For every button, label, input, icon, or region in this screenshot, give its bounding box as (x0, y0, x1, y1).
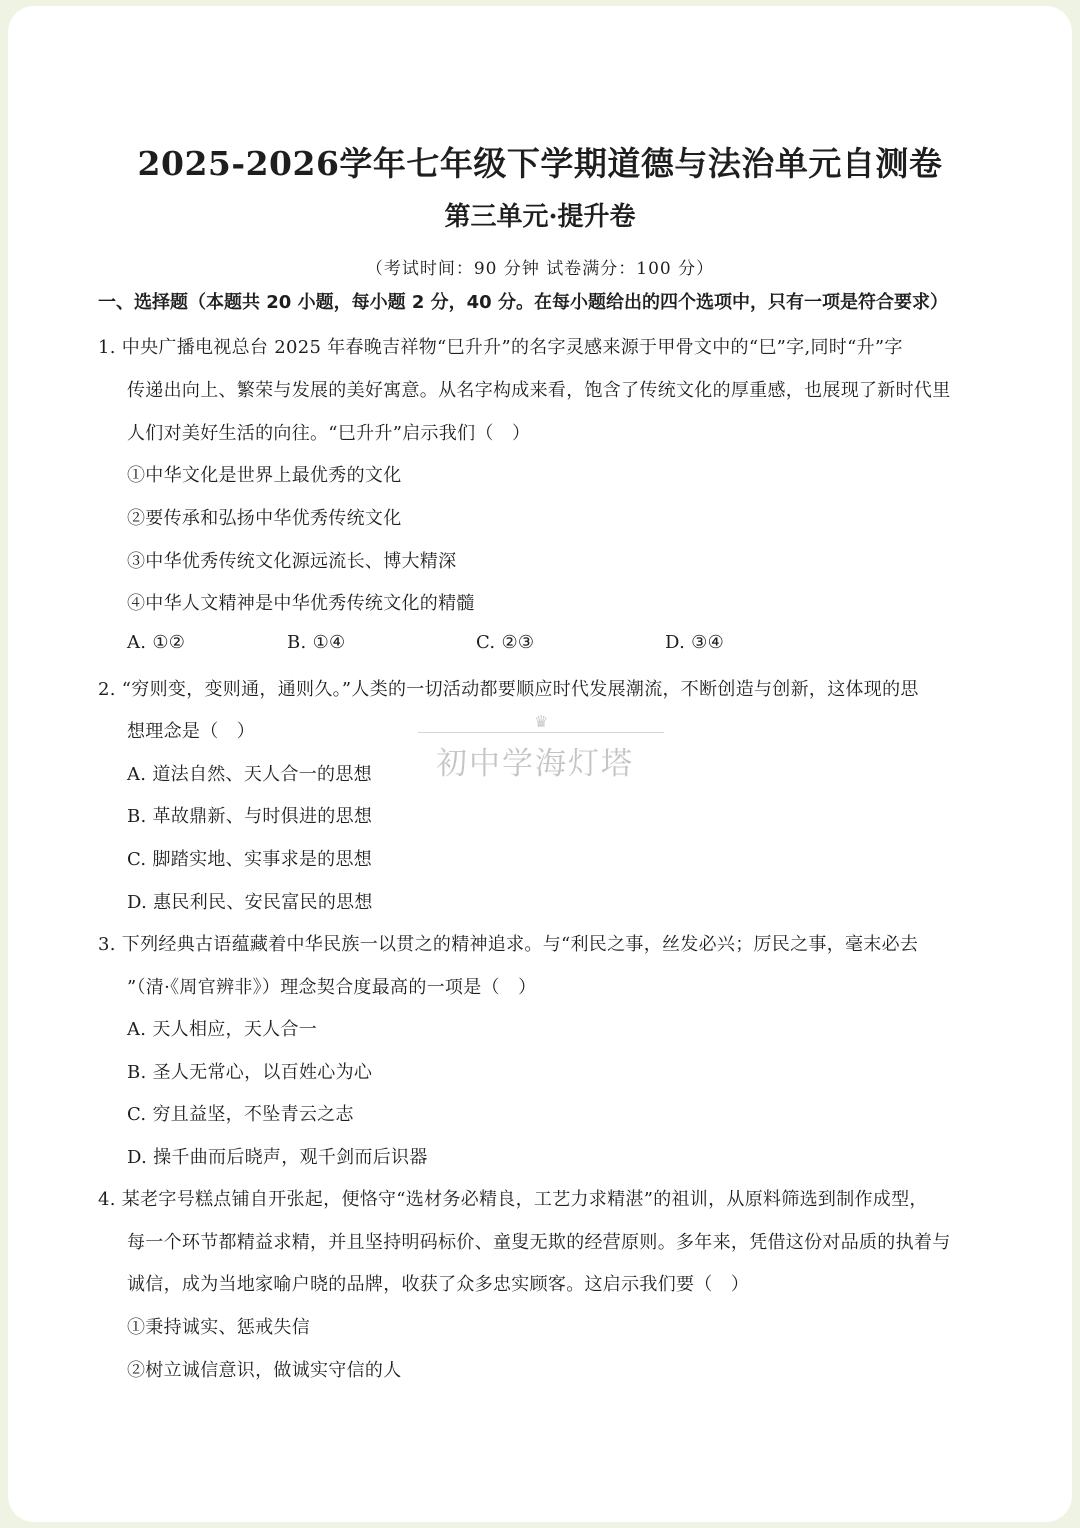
question-1-choice-b: B. ①④ (287, 632, 346, 653)
question-1-choice-d: D. ③④ (665, 632, 725, 653)
question-1-statement-3: ③中华优秀传统文化源远流长、博大精深 (127, 551, 457, 572)
question-1-choice-a: A. ①② (127, 632, 186, 653)
question-1-choice-c: C. ②③ (476, 632, 535, 653)
question-1-statement-2: ②要传承和弘扬中华优秀传统文化 (127, 508, 402, 529)
page-subtitle: 第三单元·提升卷 (444, 202, 636, 232)
question-4-line-1: 4. 某老字号糕点铺自开张起，便恪守“选材务必精良，工艺力求精湛”的祖训，从原料筛选到制作成型， (98, 1189, 928, 1210)
question-3-option-b: B. 圣人无常心，以百姓心为心 (127, 1062, 373, 1083)
question-4-line-3: 诚信，成为当地家喻户晓的品牌，收获了众多忠实顾客。这启示我们要（ ） (127, 1274, 750, 1295)
question-3-option-a: A. 天人相应，天人合一 (127, 1019, 318, 1040)
question-1-line-2: 传递出向上、繁荣与发展的美好寓意。从名字构成来看，饱含了传统文化的厚重感，也展现了新时代里 (127, 380, 951, 401)
question-2-option-a: A. 道法自然、天人合一的思想 (127, 764, 372, 785)
question-3-option-d: D. 操千曲而后晓声，观千剑而后识器 (127, 1147, 428, 1168)
question-4-statement-2: ②树立诚信意识，做诚实守信的人 (127, 1360, 402, 1381)
section-heading: 一、选择题（本题共 20 小题，每小题 2 分，40 分。在每小题给出的四个选项中，只有一项是符合要求） (98, 292, 948, 313)
question-2-option-c: C. 脚踏实地、实事求是的思想 (127, 849, 373, 870)
question-3-option-c: C. 穷且益坚，不坠青云之志 (127, 1104, 354, 1125)
watermark-divider (418, 732, 664, 733)
question-3-line-1: 3. 下列经典古语蕴藏着中华民族一以贯之的精神追求。与“利民之事，丝发必兴；厉民之事，毫末必去 (98, 934, 919, 955)
watermark (418, 712, 664, 784)
question-4-line-2: 每一个环节都精益求精，并且坚持明码标价、童叟无欺的经营原则。多年来，凭借这份对品质的执着与 (127, 1232, 951, 1253)
question-2-line-1: 2. “穷则变，变则通，通则久。”人类的一切活动都要顺应时代发展潮流，不断创造与创新，这体现的思 (98, 679, 919, 700)
watermark-text: 初中学海灯塔 (436, 746, 634, 782)
question-3-line-2: ”（清·《周官辨非》）理念契合度最高的一项是（ ） (127, 977, 537, 998)
question-2-option-d: D. 惠民利民、安民富民的思想 (127, 892, 373, 913)
exam-info: （考试时间：90 分钟 试卷满分：100 分） (365, 259, 715, 279)
question-1-statement-4: ④中华人文精神是中华优秀传统文化的精髓 (127, 593, 475, 614)
crown-icon: ♛ (534, 712, 549, 731)
page-title: 2025-2026学年七年级下学期道德与法治单元自测卷 (137, 144, 943, 183)
question-1-line-3: 人们对美好生活的向往。“巳升升”启示我们（ ） (127, 423, 531, 444)
question-2-line-2: 想理念是（ ） (127, 721, 256, 742)
question-1-statement-1: ①中华文化是世界上最优秀的文化 (127, 465, 402, 486)
question-1-line-1: 1. 中央广播电视总台 2025 年春晚吉祥物“巳升升”的名字灵感来源于甲骨文中的“巳”字,同时“升”字 (98, 337, 903, 358)
question-4-statement-1: ①秉持诚实、惩戒失信 (127, 1317, 310, 1338)
question-2-option-b: B. 革故鼎新、与时俱进的思想 (127, 806, 373, 827)
